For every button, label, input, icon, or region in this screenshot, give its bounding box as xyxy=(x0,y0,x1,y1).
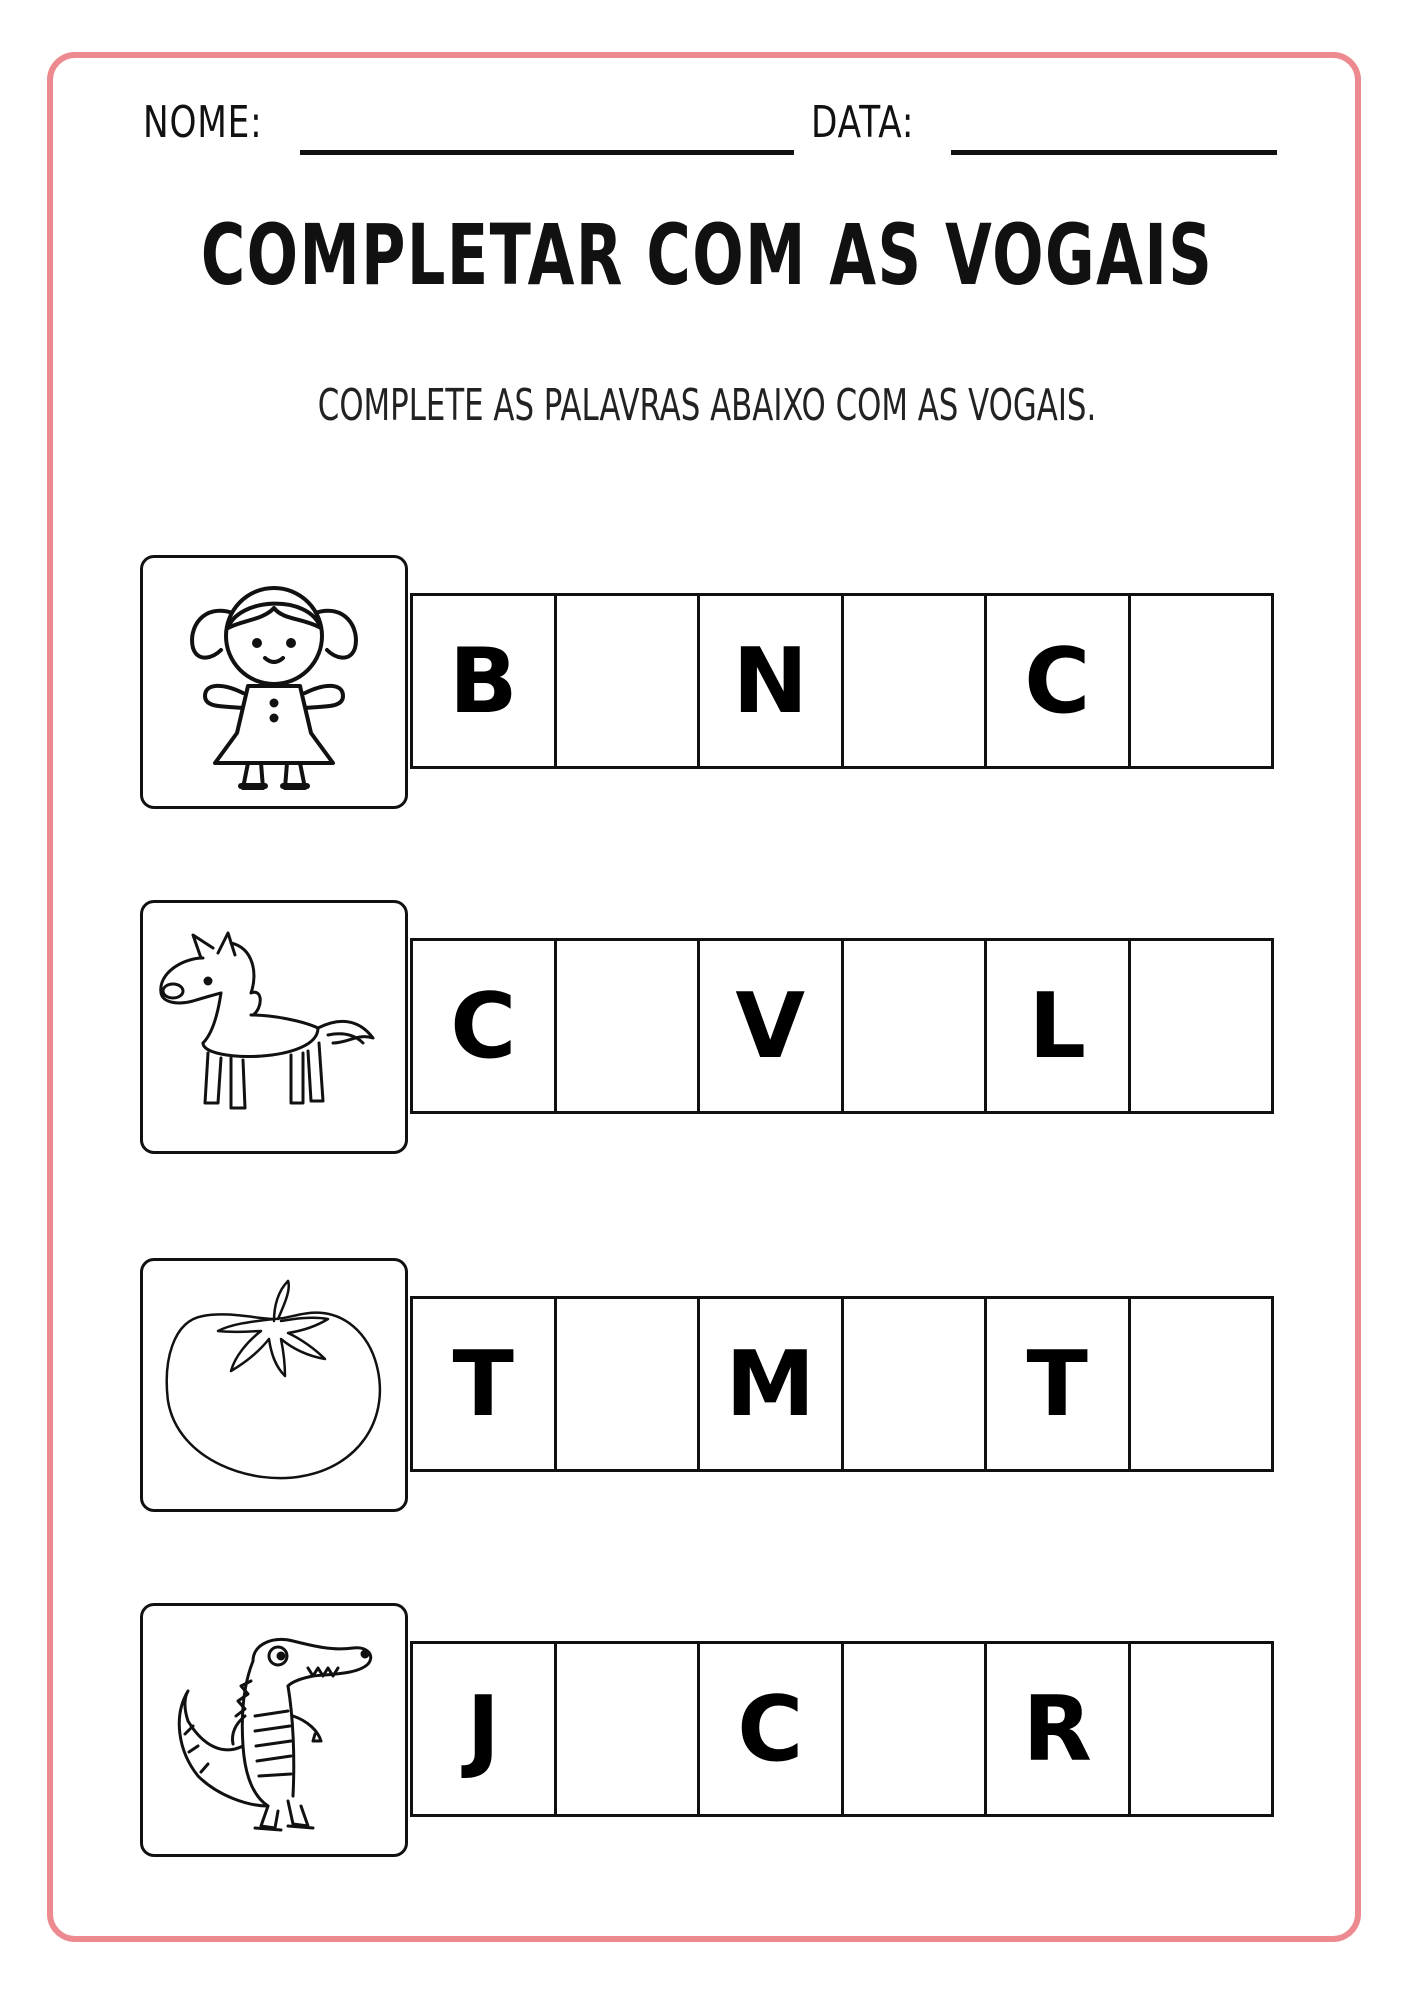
instruction-text: COMPLETE AS PALAVRAS ABAIXO COM AS VOGAIS. xyxy=(317,380,1097,431)
letter-cell: L xyxy=(987,941,1131,1111)
picture-box xyxy=(140,555,408,809)
letter-cell: T xyxy=(413,1299,557,1469)
vowel-blank[interactable] xyxy=(1131,1299,1272,1469)
vowel-blank[interactable] xyxy=(557,596,701,766)
letter-cell: C xyxy=(413,941,557,1111)
vowel-blank[interactable] xyxy=(844,1299,988,1469)
letter-cell: B xyxy=(413,596,557,766)
letter-cell: T xyxy=(987,1299,1131,1469)
letter-cell: C xyxy=(987,596,1131,766)
doll-icon xyxy=(143,558,405,806)
vowel-blank[interactable] xyxy=(1131,596,1272,766)
letter-cell: R xyxy=(987,1644,1131,1814)
horse-icon xyxy=(143,903,405,1151)
vowel-blank[interactable] xyxy=(557,1299,701,1469)
picture-box xyxy=(140,1603,408,1857)
word-row-3 xyxy=(140,1258,1280,1518)
letter-cells xyxy=(410,938,1274,1114)
picture-box xyxy=(140,1258,408,1512)
vowel-blank[interactable] xyxy=(1131,1644,1272,1814)
word-row-4 xyxy=(140,1603,1280,1863)
letter-cell: V xyxy=(700,941,844,1111)
name-field[interactable] xyxy=(300,150,794,155)
letter-cells xyxy=(410,1641,1274,1817)
vowel-blank[interactable] xyxy=(844,1644,988,1814)
vowel-blank[interactable] xyxy=(844,941,988,1111)
word-row-2 xyxy=(140,900,1280,1160)
letter-cell: M xyxy=(700,1299,844,1469)
letter-cell: J xyxy=(413,1644,557,1814)
picture-box xyxy=(140,900,408,1154)
vowel-blank[interactable] xyxy=(557,941,701,1111)
tomato-icon xyxy=(143,1261,405,1509)
vowel-blank[interactable] xyxy=(1131,941,1272,1111)
vowel-blank[interactable] xyxy=(557,1644,701,1814)
date-label: DATA: xyxy=(811,97,915,148)
letter-cells xyxy=(410,593,1274,769)
letter-cells xyxy=(410,1296,1274,1472)
page-title: COMPLETAR COM AS VOGAIS xyxy=(200,206,1214,304)
letter-cell: N xyxy=(700,596,844,766)
date-field[interactable] xyxy=(951,150,1277,155)
letter-cell: C xyxy=(700,1644,844,1814)
name-label: NOME: xyxy=(143,97,263,148)
alligator-icon xyxy=(143,1606,405,1854)
vowel-blank[interactable] xyxy=(844,596,988,766)
word-row-1 xyxy=(140,555,1280,815)
